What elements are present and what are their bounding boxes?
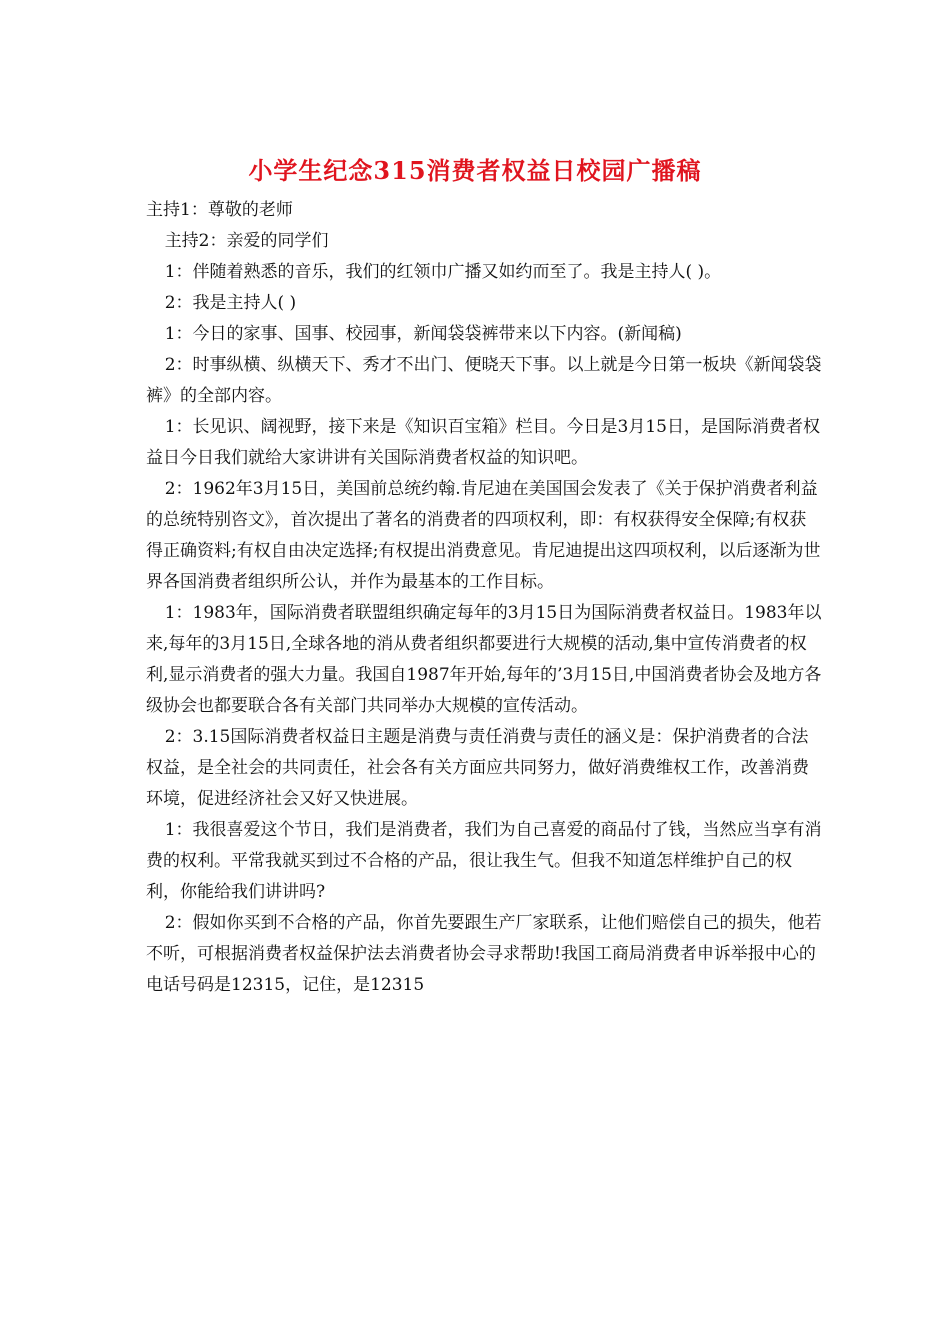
document-title: 小学生纪念315消费者权益日校园广播稿	[248, 156, 702, 185]
paragraph: 2：我是主持人( )	[164, 293, 297, 313]
paragraph: 1：1983年，国际消费者联盟组织确定每年的3月15日为国际消费者权益日。1983年以来,每年的3月15日,全球各地的消从费者组织都要进行大规模的活动,集中宣传消费者的权利,显示消费者的强大力量。我国自1987年开始,每年的’3月15日,中国消费者协会及地方各级协会也都要联合各有关部门共同举办大规模的宣传活动。	[146, 603, 822, 716]
paragraph: 1：今日的家事、国事、校园事，新闻袋袋裤带来以下内容。(新闻稿)	[164, 324, 682, 344]
paragraph: 1：长见识、阔视野，接下来是《知识百宝箱》栏目。今日是3月15日，是国际消费者权益日今日我们就给大家讲讲有关国际消费者权益的知识吧。	[146, 417, 820, 468]
paragraph: 2：假如你买到不合格的产品，你首先要跟生产厂家联系，让他们赔偿自己的损失，他若不听，可根据消费者权益保护法去消费者协会寻求帮助!我国工商局消费者申诉举报中心的电话号码是12315，记住，是12315	[146, 913, 822, 995]
paragraph: 1：伴随着熟悉的音乐，我们的红领巾广播又如约而至了。我是主持人( )。	[164, 262, 722, 282]
paragraph: 2：时事纵横、纵横天下、秀才不出门、便晓天下事。以上就是今日第一板块《新闻袋袋裤》的全部内容。	[146, 355, 822, 406]
paragraph: 2：1962年3月15日，美国前总统约翰.肯尼迪在美国国会发表了《关于保护消费者利益的总统特别咨文》，首次提出了著名的消费者的四项权利，即：有权获得安全保障;有权获得正确资料;有权自由决定选择;有权提出消费意见。肯尼迪提出这四项权利，以后逐渐为世界各国消费者组织所公认，并作为最基本的工作目标。	[146, 479, 821, 592]
paragraph: 主持1：尊敬的老师	[146, 200, 293, 220]
paragraph: 主持2：亲爱的同学们	[164, 231, 329, 251]
paragraph: 2：3.15国际消费者权益日主题是消费与责任消费与责任的涵义是：保护消费者的合法权益，是全社会的共同责任，社会各有关方面应共同努力，做好消费维权工作，改善消费环境，促进经济社会又好又快进展。	[146, 727, 809, 809]
document-body	[146, 195, 822, 1001]
paragraph: 1：我很喜爱这个节日，我们是消费者，我们为自己喜爱的商品付了钱，当然应当享有消费的权利。平常我就买到过不合格的产品，很让我生气。但我不知道怎样维护自己的权利，你能给我们讲讲吗?	[146, 820, 822, 902]
